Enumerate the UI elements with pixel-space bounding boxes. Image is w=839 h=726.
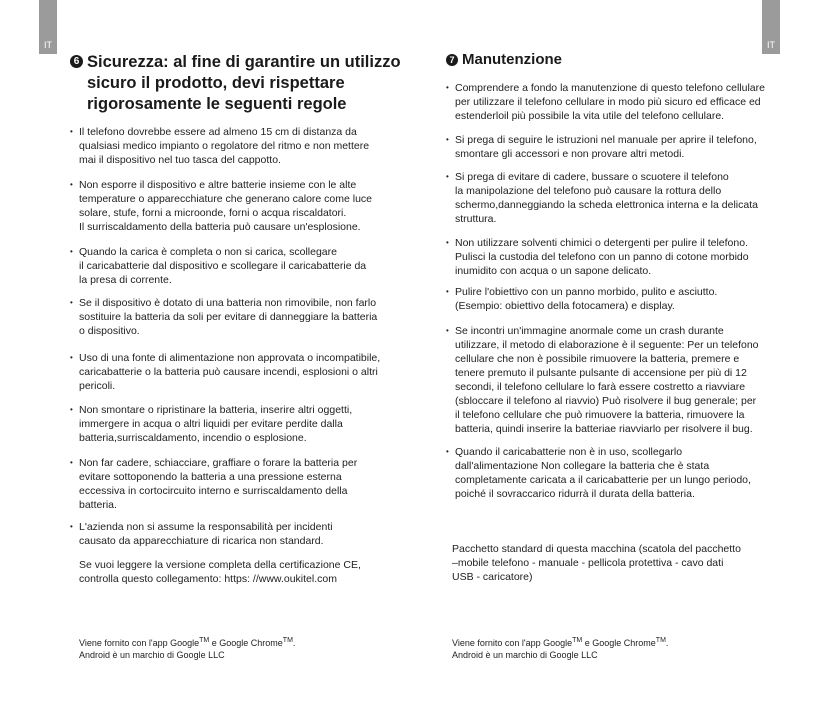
trademark-footer-left	[79, 635, 405, 661]
bullet-icon: •	[446, 135, 449, 144]
trademark-footer-right	[452, 635, 788, 661]
maintenance-bullet-1: • Comprendere a fondo la manutenzione di questo telefono cellulare per utilizzare il telefono cellulare in modo più sicuro ed efficace ed estenderloil più possibile la vita utile del telefono cellulare.	[446, 82, 765, 122]
safety-bullet-4: • Se il dispositivo è dotato di una batteria non rimovibile, non farlo sostituire la batteria da soli per evitare di danneggiare la batteria o dispositivo.	[70, 297, 378, 337]
safety-heading-text: Sicurezza: al fine di garantire un utilizzo sicuro il prodotto, devi rispettare rigorosamente le seguenti regole	[87, 53, 401, 113]
maintenance-bullet-5: • Pulire l'obiettivo con un panno morbido, pulito e asciutto. (Esempio: obiettivo della fotocamera) e display.	[446, 286, 718, 312]
safety-bullet-3: • Quando la carica è completa o non si carica, scollegare il caricabatterie dal dispositivo e scollegare il caricabatterie da la presa di corrente.	[70, 246, 367, 286]
language-tab-left-label: IT	[44, 40, 52, 50]
bullet-icon: •	[70, 247, 73, 256]
bullet-icon: •	[446, 172, 449, 181]
language-tab-right	[762, 0, 780, 54]
section-number-6-icon: 6	[70, 55, 83, 68]
bullet-icon: •	[70, 127, 73, 136]
standard-package-note: Pacchetto standard di questa macchina (scatola del pacchetto –mobile telefono - manuale - pellicola protettiva - cavo dati USB - caricatore)	[452, 543, 741, 583]
bullet-icon: •	[446, 238, 449, 247]
bullet-icon: •	[70, 180, 73, 189]
trademark-footer-right-line1: Viene fornito con l'app Google™ e Google Chrome™.	[452, 637, 669, 648]
maintenance-bullet-6: • Se incontri un'immagine anormale come un crash durante utilizzare, il metodo di elaborazione è il seguente: Per un telefono cellulare che non è possibile rimuovere la batteria, premere e tenere premuto il pulsante pulsante di accensione per più di 12 secondi, il telefono cellulare lo farà essere costretto a riavviare (sbloccare il telefono al riavvio) Può risolvere il bug generale; per il telefono cellulare che può rimuovere la batteria, rimuovere la batteria, quindi inserire la batteriae riavviarlo per risolvere il bug.	[446, 325, 759, 435]
ce-certification-note: Se vuoi leggere la versione completa della certificazione CE, controlla questo collegamento: https: //www.oukitel.com	[79, 559, 361, 585]
bullet-icon: •	[446, 447, 449, 456]
section-number-7-icon: 7	[446, 54, 458, 66]
maintenance-bullet-3: • Si prega di evitare di cadere, bussare o scuotere il telefono la manipolazione del telefono può causare la rottura dello schermo,danneggiando la scheda elettronica interna e la delicata struttura.	[446, 171, 758, 225]
language-tab-left	[39, 0, 57, 54]
bullet-icon: •	[70, 458, 73, 467]
safety-bullet-1: • Il telefono dovrebbe essere ad almeno 15 cm di distanza da qualsiasi medico impianto o regolatore del ritmo e non mettere mai il dispositivo nel tuo tasca del cappotto.	[70, 126, 370, 166]
bullet-icon: •	[446, 83, 449, 92]
bullet-icon: •	[70, 405, 73, 414]
bullet-icon: •	[70, 522, 73, 531]
bullet-icon: •	[446, 326, 449, 335]
language-tab-right-label: IT	[767, 40, 775, 50]
safety-bullet-2: • Non esporre il dispositivo e altre batterie insieme con le alte temperature o apparecchiature che generano calore come luce solare, stufe, forni a microonde, forni o acqua riscaldatori. Il surriscaldamento della batteria può causare un'esplosione.	[70, 179, 373, 233]
bullet-icon: •	[446, 287, 449, 296]
safety-bullet-5: • Uso di una fonte di alimentazione non approvata o incompatibile, caricabatterie o la batteria può causare incendi, esplosioni o altri pericoli.	[70, 352, 381, 392]
trademark-footer-left-line1: Viene fornito con l'app Google™ e Google Chrome™.	[79, 637, 296, 648]
safety-heading	[70, 52, 405, 115]
safety-bullet-8: • L'azienda non si assume la responsabilità per incidenti causato da apparecchiature di ricarica non standard.	[70, 521, 333, 547]
safety-bullet-6: • Non smontare o ripristinare la batteria, inserire altri oggetti, immergere in acqua o altri liquidi per evitare perdite dalla batteria,surriscaldamento, incendio o esplosione.	[70, 404, 353, 444]
trademark-footer-left-line2: Android è un marchio di Google LLC	[79, 650, 225, 660]
safety-bullet-7: • Non far cadere, schiacciare, graffiare o forare la batteria per evitare sottoponendo la batteria a una pressione esterna eccessiva in cortocircuito interno e surriscaldamento della batteria.	[70, 457, 358, 511]
maintenance-heading-text: Manutenzione	[462, 51, 562, 68]
trademark-footer-right-line2: Android è un marchio di Google LLC	[452, 650, 598, 660]
maintenance-bullet-4: • Non utilizzare solventi chimici o detergenti per pulire il telefono. Pulisci la custodia del telefono con un panno di cotone morbido inumidito con acqua o un sapone delicato.	[446, 237, 749, 277]
bullet-icon: •	[70, 353, 73, 362]
maintenance-bullet-2: • Si prega di seguire le istruzioni nel manuale per aprire il telefono, smontare gli accessori e non provare altri metodi.	[446, 134, 757, 160]
bullet-icon: •	[70, 298, 73, 307]
maintenance-bullet-7: • Quando il caricabatterie non è in uso, scollegarlo dall'alimentazione Non collegare la batteria che è stata completamente caricata a il caricabatterie per un lungo periodo, poiché il sovraccarico ridurrà il durata della batteria.	[446, 446, 751, 500]
maintenance-heading	[446, 51, 788, 69]
